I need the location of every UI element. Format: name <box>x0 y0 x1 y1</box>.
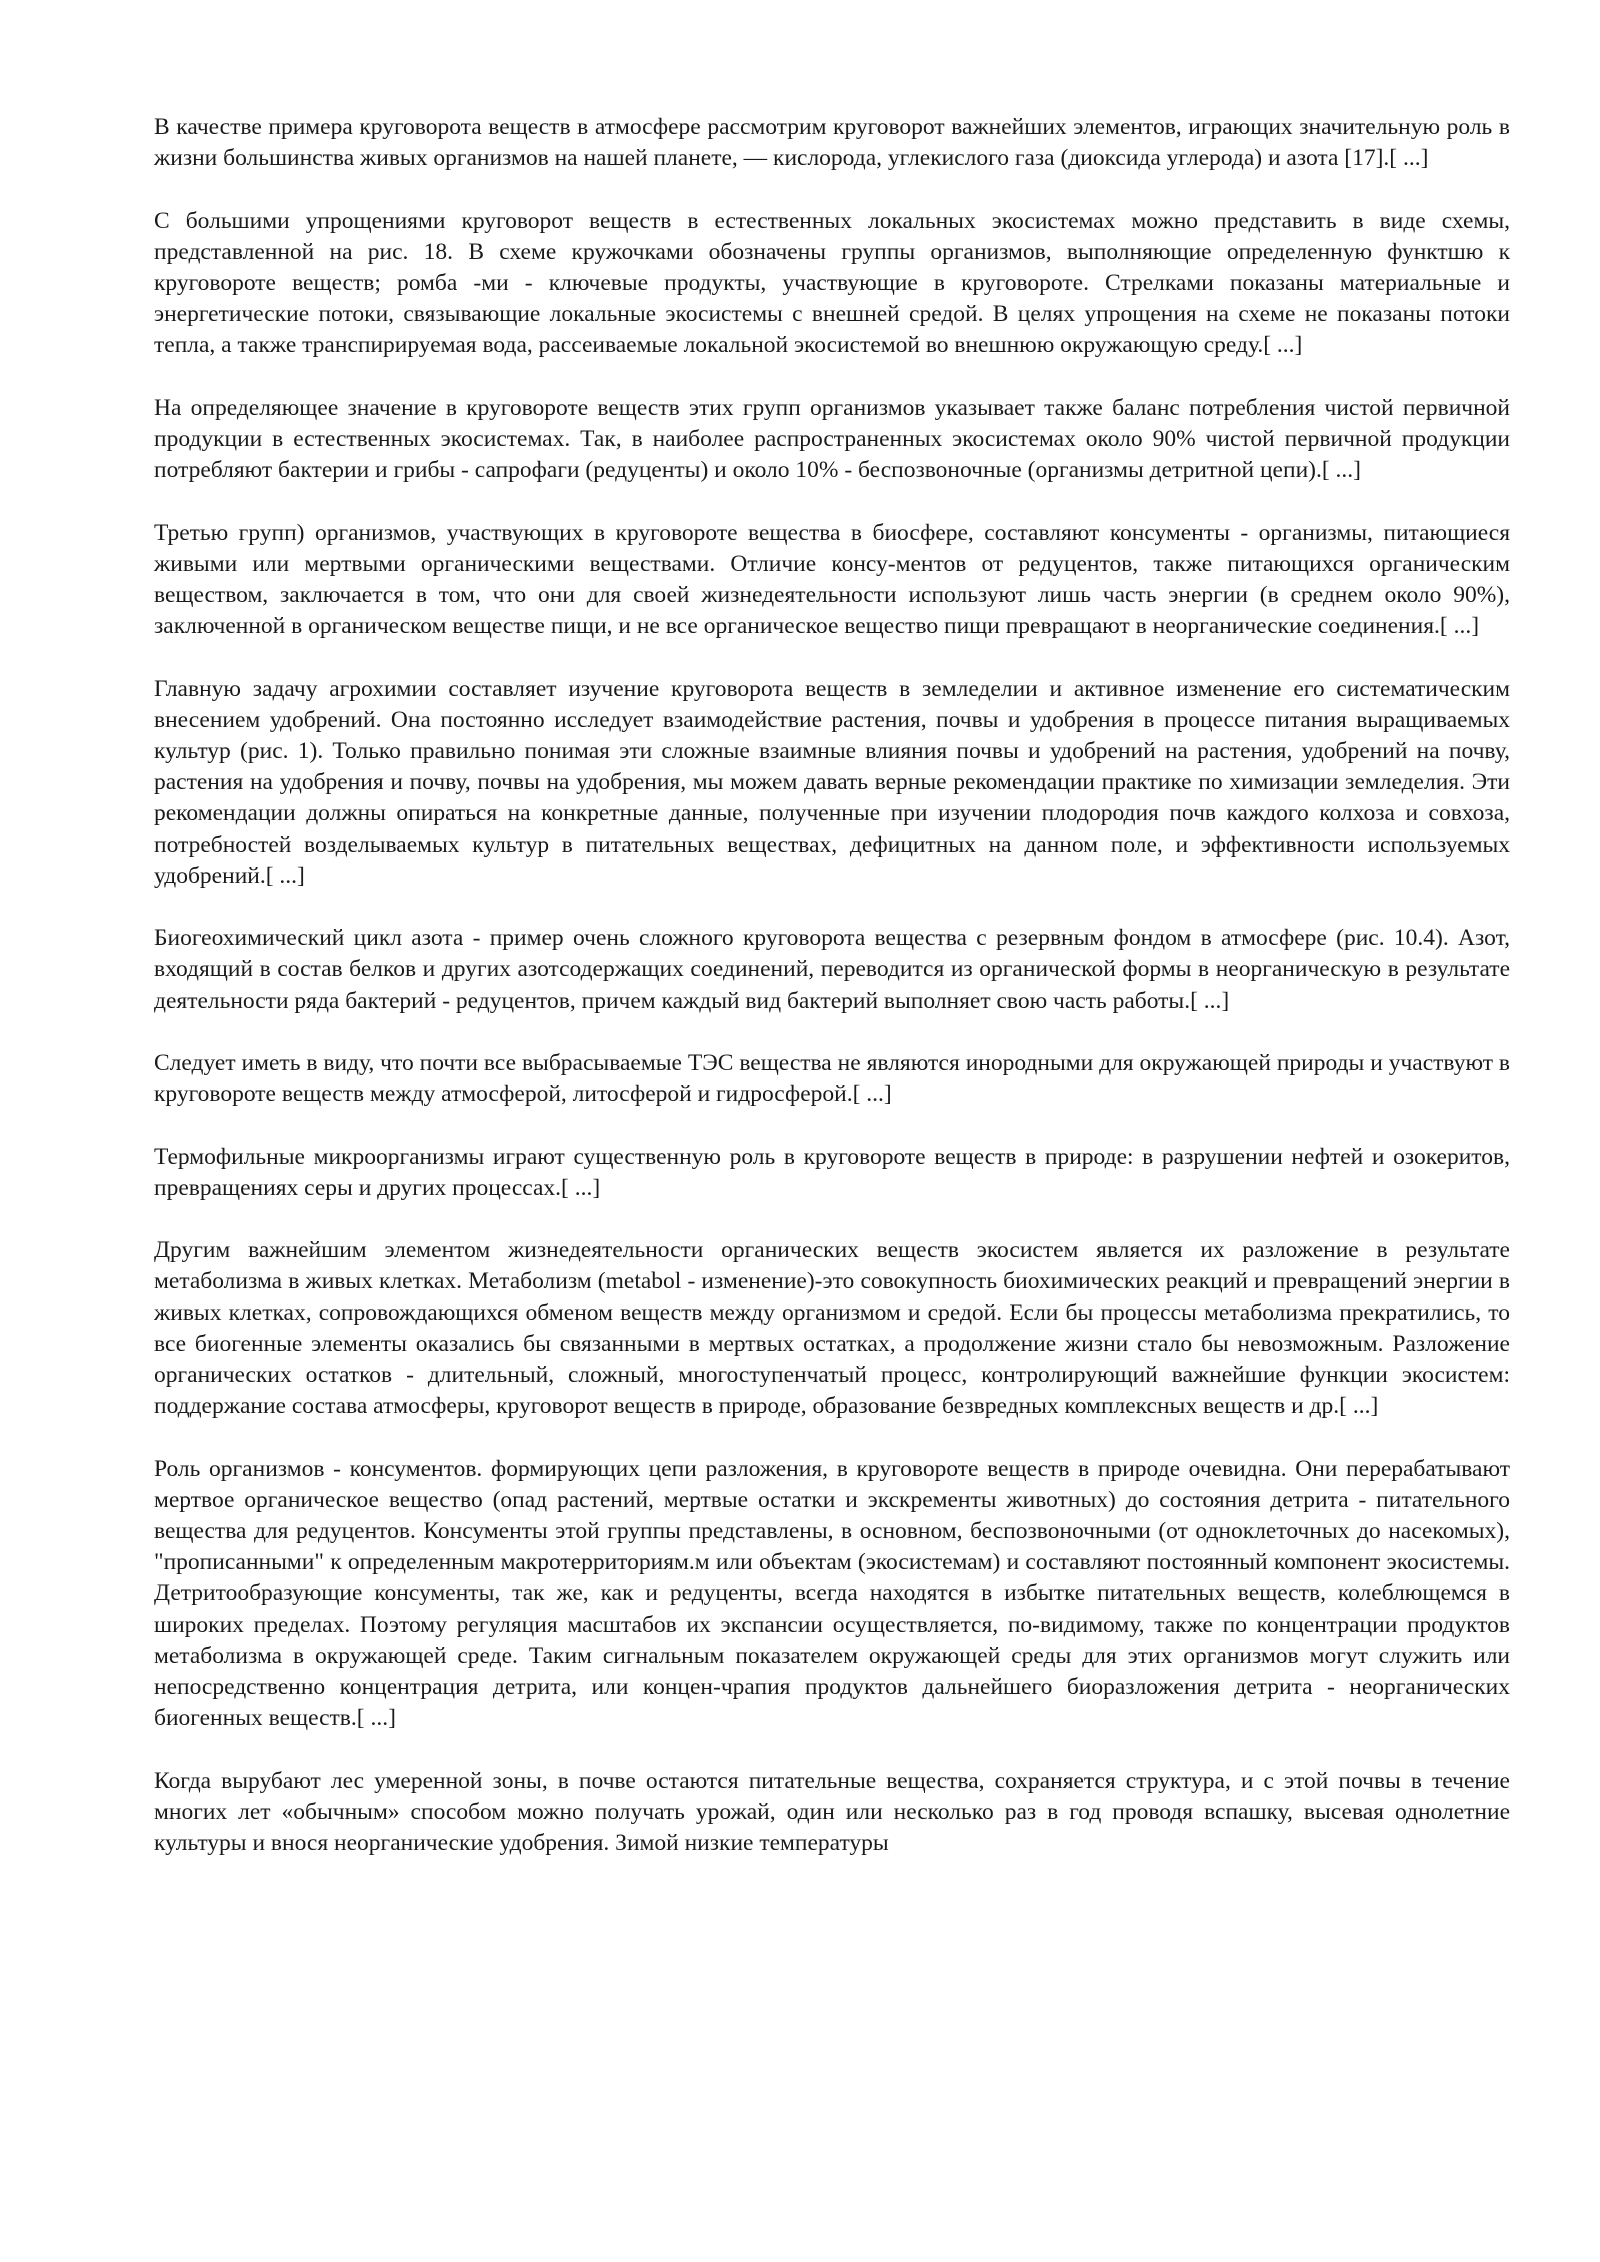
paragraph: Биогеохимический цикл азота - пример очень сложного круговорота вещества с резервным фондом в атмосфере (рис. 10.4). Азот, входящий в состав белков и других азотсодержащих соединений, переводится из органической формы в неорганическую в результате деятельности ряда бактерий - редуцентов, причем каждый вид бактерий выполняет свою часть работы.[ ...] <box>154 925 1510 1014</box>
paragraph: Главную задачу агрохимии составляет изучение круговорота веществ в земледелии и активное изменение его систематическим внесением удобрений. Она постоянно исследует взаимодействие растения, почвы и удобрения в процессе питания выращиваемых культур (рис. 1). Только правильно понимая эти сложные взаимные влияния почвы и удобрений на растения, удобрений на почву, растения на удобрения и почву, почвы на удобрения, мы можем давать верные рекомендации практике по химизации земледелия. Эти рекомендации должны опираться на конкретные данные, полученные при изучении плодородия почв каждого колхоза и совхоза, потребностей возделываемых культур в питательных веществах, дефицитных на данном поле, и эффективности используемых удобрений.[ ...] <box>154 675 1510 889</box>
paragraph: Термофильные микроорганизмы играют существенную роль в круговороте веществ в природе: в разрушении нефтей и озокеритов, превращениях серы и других процессах.[ ...] <box>154 1143 1510 1201</box>
paragraph: В качестве примера круговорота веществ в атмосфере рассмотрим круговорот важнейших элементов, играющих значительную роль в жизни большинства живых организмов на нашей планете, — кислорода, углекислого газа (диоксида углерода) и азота [17].[ ...] <box>154 114 1510 172</box>
paragraph: Следует иметь в виду, что почти все выбрасываемые ТЭС вещества не являются инородными для окружающей природы и участвуют в круговороте веществ между атмосферой, литосферой и гидросферой.[ ...] <box>154 1050 1510 1108</box>
paragraph: На определяющее значение в круговороте веществ этих групп организмов указывает также баланс потребления чистой первичной продукции в естественных экосистемах. Так, в наиболее распространенных экосистемах около 90% чистой первичной продукции потребляют бактерии и грибы - сапрофаги (редуценты) и около 10% - беспозвоночные (организмы детритной цепи).[ ...] <box>154 394 1510 484</box>
paragraph: Другим важнейшим элементом жизнедеятельности органических веществ экосистем является их разложение в результате метаболизма в живых клетках. Метаболизм (metabol - изменение)-это совокупность биохимических реакций и превращений энергии в живых клетках, сопровождающихся обменом веществ между организмом и средой. Если бы процессы метаболизма прекратились, то все биогенные элементы оказались бы связанными в мертвых остатках, а продолжение жизни стало бы невозможным. Разложение органических остатков - длительный, сложный, многоступенчатый процесс, контролирующий важнейшие функции экосистем: поддержание состава атмосферы, круговорот веществ в природе, образование безвредных комплексных веществ и др.[ ...] <box>154 1237 1510 1420</box>
document-body <box>154 112 1510 1890</box>
paragraph: С большими упрощениями круговорот веществ в естественных локальных экосистемах можно представить в виде схемы, представленной на рис. 18. В схеме кружочками обозначены группы организмов, выполняющие определенную функтшю к круговороте веществ; ромба -ми - ключевые продукты, участвующие в круговороте. Стрелками показаны материальные и энергетические потоки, связывающие локальные экосистемы с внешней средой. В целях упрощения на схеме не показаны потоки тепла, а также транспирируемая вода, рассеиваемые локальной экосистемой во внешнюю окружающую среду.[ ...] <box>154 207 1510 359</box>
paragraph: Третью групп) организмов, участвующих в круговороте вещества в биосфере, составляют консументы - организмы, питающиеся живыми или мертвыми органическими веществами. Отличие консу-ментов от редуцентов, также питающихся органическим веществом, заключается в том, что они для своей жизнедеятельности используют лишь часть энергии (в среднем около 90%), заключенной в органическом веществе пищи, и не все органическое вещество пищи превращают в неорганические соединения.[ ...] <box>154 519 1510 640</box>
paragraph: Когда вырубают лес умеренной зоны, в почве остаются питательные вещества, сохраняется структура, и с этой почвы в течение многих лет «обычным» способом можно получать урожай, один или несколько раз в год проводя вспашку, высевая однолетние культуры и внося неорганические удобрения. Зимой низкие температуры <box>154 1767 1510 1857</box>
paragraph: Роль организмов - консументов. формирующих цепи разложения, в круговороте веществ в природе очевидна. Они перерабатывают мертвое органическое вещество (опад растений, мертвые остатки и экскременты животных) до состояния детрита - питательного вещества для редуцентов. Консументы этой группы представлены, в основном, беспозвоночными (от одноклеточных до насекомых), "прописанными" к определенным макротерриториям.м или объектам (экосистемам) и составляют постоянный компонент экосистемы. Детритообразующие консументы, так же, как и редуценты, всегда находятся в избытке питательных веществ, колеблющемся в широких пределах. Поэтому регуляция масштабов их экспансии осуществляется, по-видимому, также по концентрации продуктов метаболизма в окружающей среде. Таким сигнальным показателем окружающей среды для этих организмов могут служить или непосредственно концентрация детрита, или концен-чрапия продуктов дальнейшего биоразложения детрита - неорганических биогенных веществ.[ ...] <box>154 1455 1510 1732</box>
